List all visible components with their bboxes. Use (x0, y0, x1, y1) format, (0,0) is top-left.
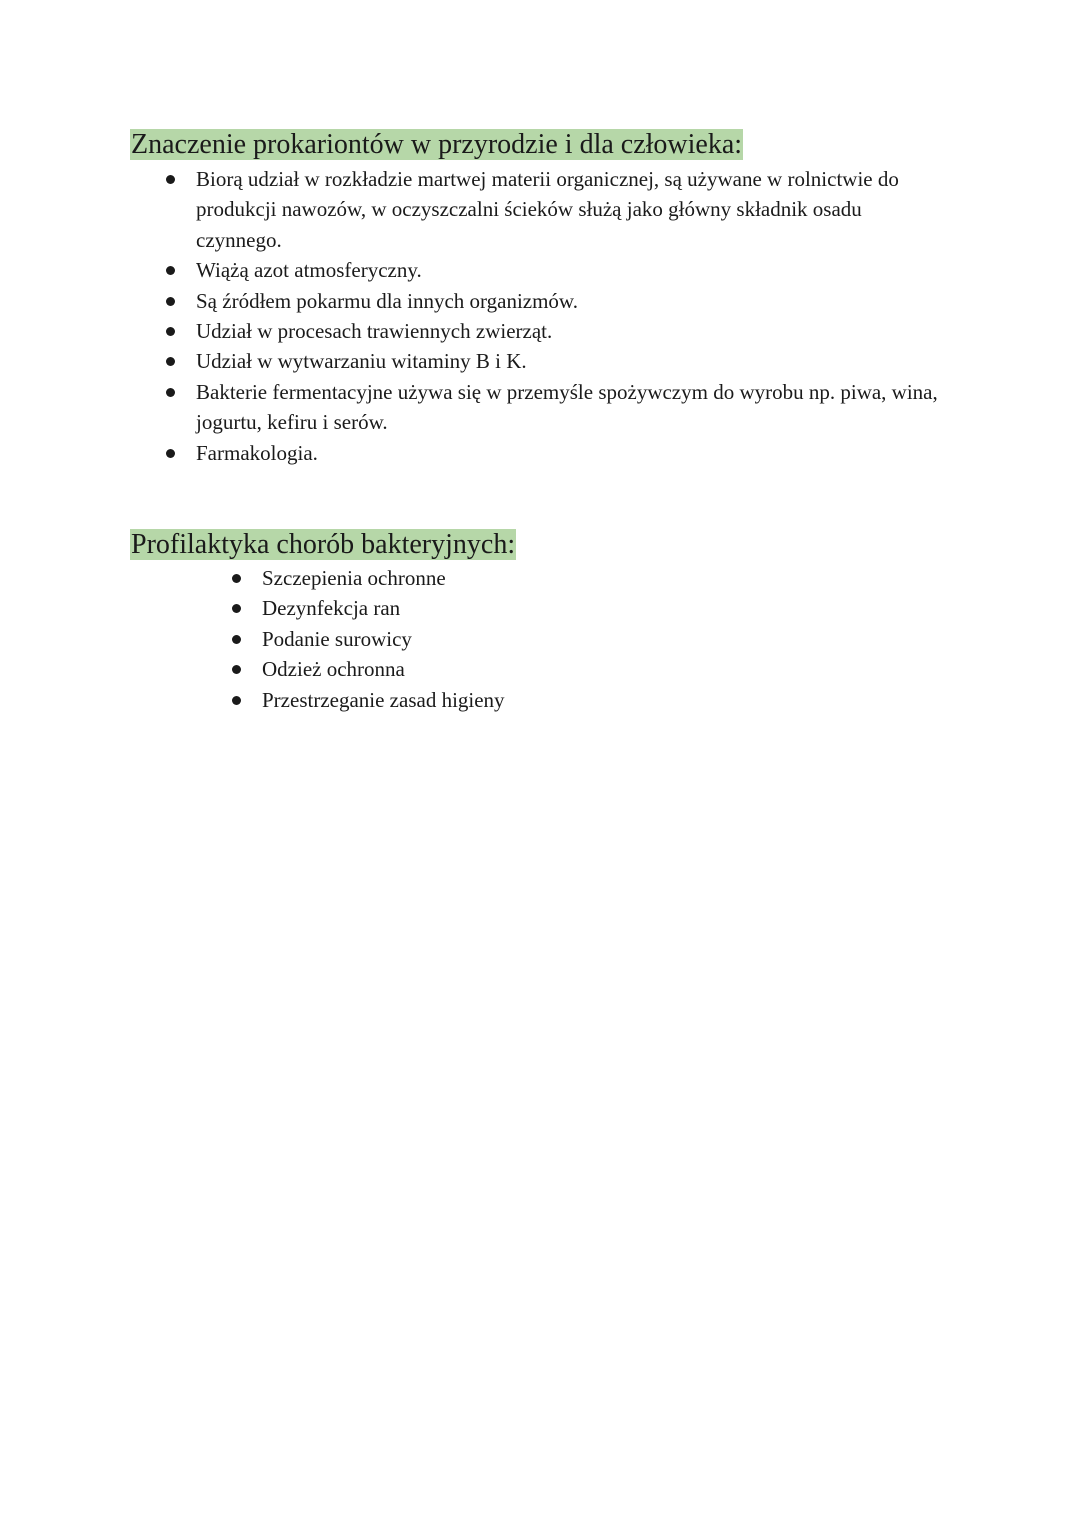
bullet-icon (232, 574, 241, 583)
list-item (160, 438, 950, 468)
heading-highlight: Znaczenie prokariontów w przyrodzie i dla człowieka: (131, 129, 743, 160)
section-heading-prokaryotes (130, 128, 743, 162)
bullet-icon (166, 175, 175, 184)
list-item-text: Podanie surowicy (262, 626, 412, 651)
list-item-text: Farmakologia. (196, 440, 318, 465)
list-item (226, 563, 826, 593)
bullet-icon (232, 604, 241, 613)
list-item-text: Odzież ochronna (262, 657, 405, 682)
section-heading-prevention (130, 528, 516, 562)
list-item-text: Wiążą azot atmosferyczny. (196, 258, 422, 283)
list-item-text: Biorą udział w rozkładzie martwej materii organicznej, są używane w rolnictwie do produkcji nawozów, w oczyszczalni ścieków służą jako główny składnik osadu czynnego. (196, 167, 899, 252)
list-item (226, 593, 826, 623)
bullet-icon (166, 297, 175, 306)
bullet-icon (166, 449, 175, 458)
list-item-text: Przestrzeganie zasad higieny (262, 687, 505, 712)
list-item (226, 685, 826, 715)
list-item-text: Są źródłem pokarmu dla innych organizmów. (196, 288, 578, 313)
list-item (160, 286, 950, 316)
list-item-text: Dezynfekcja ran (262, 596, 401, 621)
list-item (226, 654, 826, 684)
bullet-icon (232, 696, 241, 705)
bullet-icon (166, 266, 175, 275)
list-item-text: Udział w wytwarzaniu witaminy B i K. (196, 349, 527, 374)
list-item-text: Szczepienia ochronne (262, 566, 446, 590)
list-item (160, 346, 950, 376)
list-item-text: Bakterie fermentacyjne używa się w przemyśle spożywczym do wyrobu np. piwa, wina, jogurtu, kefiru i serów. (196, 379, 938, 435)
bullet-icon (232, 665, 241, 674)
list-item-text: Udział w procesach trawiennych zwierząt. (196, 319, 553, 344)
bullet-icon (166, 327, 175, 336)
heading-highlight: Profilaktyka chorób bakteryjnych: (131, 529, 516, 560)
list-item (160, 316, 950, 346)
bullet-icon (232, 635, 241, 644)
list-item (160, 377, 950, 438)
prevention-list (226, 563, 826, 715)
bullet-icon (166, 357, 175, 366)
list-item (160, 255, 950, 285)
list-item (160, 164, 950, 255)
bullet-icon (166, 388, 175, 397)
prokaryotes-importance-list (160, 164, 950, 468)
list-item (226, 624, 826, 654)
